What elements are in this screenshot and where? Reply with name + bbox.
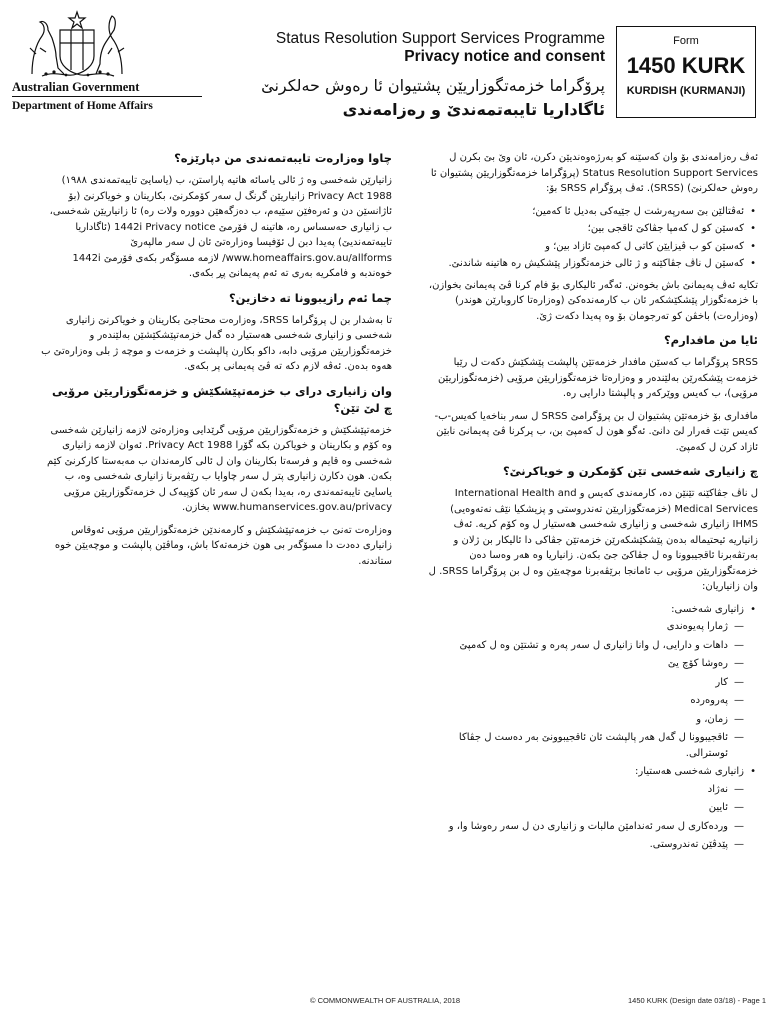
list-item: — داهات و دارایی، ل وانا زانیاری ل سەر پەرە و تشتێن وە ل کەمپێ (428, 638, 728, 654)
list-item: — رەوشا کۆچ یێ (428, 656, 728, 672)
read-carefully-paragraph: تکایە ئەڤ پەیمانێ باش بخوەنن. ئەگەر ئالیکاری بۆ فام کرنا ڤێ پەیمانێ بخوازن، با خزمەتگوزار پێشکێشکەر ئان ب کارمەندەکێ (وەزارەتا کاروبارێن هوندر) (وەزارەت) باخڤن کو تەرجومان بۆ وە پەیدا دکەت ژێ. (428, 279, 758, 322)
list-item: • ئەڤتالێن بێ سەرپەرشت ل جێیەکی بەدیل ئا کەمین؛ (428, 204, 744, 220)
eligibility-paragraph-2: مافداری بۆ خزمەتێن پشتیوان ل بن پرۆگرامێ SRSS ل سەر بناخەیا کەیس-ب-کەیس تێت فەرار لێ دانێ. ئەگو هون ل کەمپێ بن، ب پرکرنا ڤێ پەیمانێ نابێن ئازاد کرن ل کەمپێ. (434, 410, 758, 453)
list-item: — ئایین (428, 800, 728, 816)
programme-title: Status Resolution Support Services Programme (275, 30, 605, 47)
list-item: — وردەکاری ل سەر ئەندامێن مالبات و زانیاری دن ل سەر رەوشا وا، و (428, 819, 728, 835)
notice-title-kurdish: ئاگاداریا تایبەتمەندێ و رەزامەندی (342, 100, 605, 119)
list-item: — پەروەردە (428, 693, 728, 709)
right-column (428, 150, 758, 859)
page-info: 1450 KURK (Design date 03/18) - Page 1 (628, 996, 766, 1005)
why-consent-heading: چما ئەم رازیبوونا تە دخازین؟ (229, 290, 392, 305)
government-name: Australian Government (12, 80, 140, 94)
information-collected-heading: چ زانیاری شەخسی تێن کۆمکرن و خویاکرنێ؟ (502, 464, 758, 478)
intro-list (428, 204, 758, 272)
form-language: KURDISH (KURMANJI) (626, 85, 746, 97)
copyright-notice: © COMMONWEALTH OF AUSTRALIA, 2018 (310, 996, 460, 1005)
list-item: — پێدڤێن تەندروستی. (428, 837, 728, 853)
personal-information-label: زانیاری شەخسی: (671, 603, 744, 615)
sensitive-information-list (428, 782, 744, 853)
list-item: — ئاقجیبوونا ل گەل هەر پالپشت ئان ئاقجیبوونێ بەر دەست ل جڤاکا ئوسترالی. (428, 730, 728, 761)
list-item (428, 602, 744, 762)
list-item: — ژمارا پەیوەندی (428, 619, 728, 635)
privacy-protection-paragraph: زانیارێن شەخسی وە ژ ئالی یاسائە هاتیە پاراستن، ب (یاسایێ تایبەتمەندی ١٩٨٨) Privacy Act 1988 زانیاریێن گرنگ ل سەر کۆمکرنێ، بکارینان و خویاکرنێ (بۆ ئاژانسێن دن و ئەرەفێن سێیەم، ب دەزگەهێن دوورە ولات رە) ئا زانیاریێن شەخسی، ب زانیاری حەسساس رە، هاتینە ل فۆرمێ 1442i Privacy notice (ئاگاداریا تایبەتمەندیێ) پەیدا دبن ل ئۆفیسا وەزارەتێ ئان ل سەر مالپەرێ www.homeaffairs.gov.au/allforms/ لازمە مسۆگەر بکەی فۆرمێ 1442i خوەندبە و فامکریە بەری تە ئەم پەیمانێ پڕ بکەی. (49, 175, 392, 279)
intro-paragraph: ئەڤ رەزامەندی بۆ وان کەسێنە کو بەرژەوەندیێن دکرن، ئان وێ بێ بکرن ل Status Resolution Support Services (پرۆگراما خزمەتگوزاریێن پشتیوان ئا رەوش حەلکرنێ) (SRSS). ئەڤ پرۆگرام SRSS بۆ: (430, 152, 758, 194)
information-list (428, 602, 758, 853)
personal-information-list (428, 619, 744, 761)
title-block (205, 30, 605, 122)
programme-title-kurdish: پرۆگراما خزمەتگوزاریێن پشتیوان ئا رەوش حەلکرنێ (261, 76, 605, 95)
why-consent-paragraph: تا بەشدار بن ل پرۆگراما SRSS، وەزارەت محتاجێ بکارینان و خویاکرنێ زانیاری شەخسی و زانیاری شەخسی هەستیار دە گەل خزمەتپێشکێشێن بەلێندەر و خزمەتگوزاریێن مرۆیی دابە، داکو بکارن پالپشت و خزمەت و موچە ژ بلی وەزارەتێ ب هەوە بدەن. ئەڤە لازم دکە تە ڤێ پەیمانی پر بکەی. (41, 314, 392, 372)
form-number-box (616, 26, 756, 118)
list-item (428, 764, 744, 853)
list-item: — کار (428, 675, 728, 691)
left-column (40, 150, 392, 576)
notice-title: Privacy notice and consent (404, 48, 605, 65)
coat-of-arms-icon (22, 8, 132, 80)
sensitive-information-label: زانیاری شەخسی هەستیار: (635, 766, 744, 777)
information-handling-paragraph-2: وەزارەت تەنێ ب خزمەتپێشکێش و کارمەندێن خزمەتگوزاریێن مرۆیی ئەوقاس زانیاری دەدت دا مسۆگەر بی هون خزمەتەکا باش، وماڤێن پالپشت و موچەیێن خوە ستاندنە. (54, 524, 392, 567)
list-item: — زمان، و (428, 712, 728, 728)
eligibility-heading: ئایا من مافدارم؟ (663, 333, 758, 347)
information-handling-paragraph-1: خزمەتپێشکێش و خزمەتگوزاریێن مرۆیی گرێدایی وەزارەتێ لازمە زانیارێن شەخسی وە کۆم و بکارینان و خویاکرن بکە گۆرا Privacy Act 1988. ئەوان لازمە زانیاری شەخسی وە قایم و فرسەتا بکارینان وان ل ئالی کارمەندان ب مەبەستا کارکرنێ کێم بکەن. هون دکارن زانیاری پتر ل سەر چاوایا ب رێڤەبرنا زانیاری شەخسی وە، ب یاسایێ تایبەتمەندی رە، بەیدا بکەن ل سەر ئان کۆپیەک ل خزمەتگوزاریێن مرۆیی www.humanservices.gov.au/privacy بخازن. (46, 424, 392, 513)
information-handling-heading: وان زانیاری درای ب خزمەتپێشکێش و خزمەتگوزاریێن مرۆیی چ لێ تێن؟ (52, 383, 392, 415)
department-name: Department of Home Affairs (12, 100, 153, 112)
list-item: • کەسێن کو ل کەمپا جڤاکێ ئاقجی بین؛ (428, 221, 744, 237)
list-item: • کەسێن ل ناڤ جڤاکێنە و ژ ئالی خزمەتگوزار پێشکیش رە هاتینە شاندنێ. (428, 256, 744, 272)
information-collected-paragraph: ل ناڤ جڤاکێنە تێنێن دە، کارمەندی کەیس و International Health and Medical Services (خزمەتگوزاریێن تەندروستی و پزیشکیا نێڤ نەتەوەیی) IHMS زانیاری شەخسی و زانیاری شەخسی هەستیار ل وە کۆم کریە. ئەڤ زانیاریە ئیحتیمالە بدەن پێشکێشکەرێن خزمەتێن جڤاکی دا ئالیکار بن ژلان و بەرتڤەبرنا ئاقجیبوونا وە ل جڤاکێ جێ بکەن. زانیاریا وە هەر وەسا دەن خزمەتگوزاریێن مرۆیی ب ئامانجا برێڤەبرنا موچەیێن وە ل بن پرۆگراما SRSS. ل وان زانیاریان: (428, 488, 758, 592)
form-number: 1450 KURK (626, 53, 746, 78)
eligibility-paragraph-1: SRSS پرۆگراما ب کەسێن مافدار خزمەتێن پالپشت پێشکێش دکەت ل رێیا خزمەت پێشکەرێن بەلێندەر و وەزارەتا خزمەتگوزاریێن مرۆیی (خزمەتگوزاریێن مرۆیی)، ب کەیس ووێرکەر و پالپشتا دارایی رە. (437, 357, 758, 399)
privacy-protection-heading: چاوا وەزارەت تایبەتمەندی من دپارێزە؟ (174, 151, 392, 165)
list-item: • کەسێن کو ب ڤیزایێن کاتی ل کەمپێ ئازاد بین؛ و (428, 239, 744, 255)
government-divider (12, 96, 202, 97)
list-item: — نەژاد (428, 782, 728, 798)
form-label: Form (673, 35, 699, 47)
